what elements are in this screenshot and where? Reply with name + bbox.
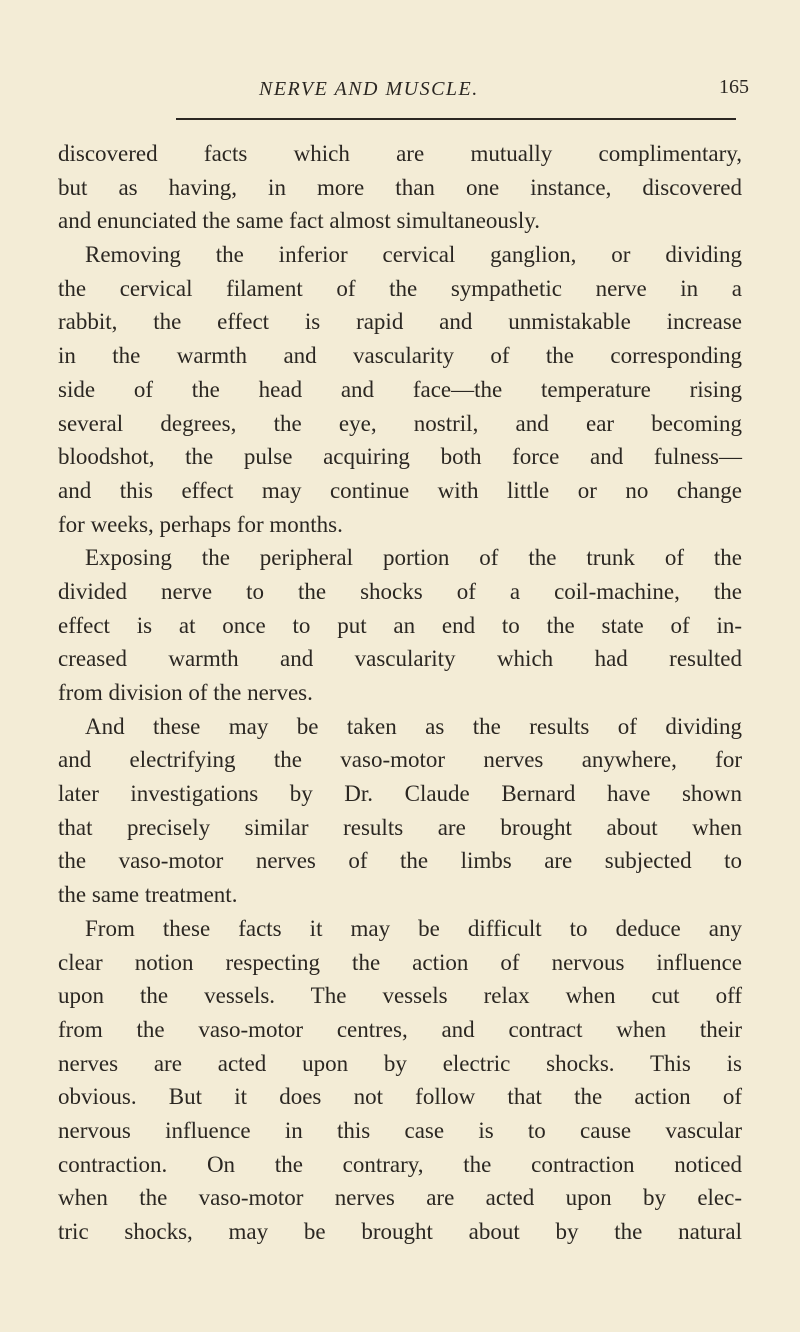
text-line: but as having, in more than one instance, discovered xyxy=(58,174,742,200)
text-line: From these facts it may be difficult to deduce any xyxy=(85,915,742,941)
text-line: the same treatment. xyxy=(58,882,238,908)
text-line: and this effect may continue with little or no change xyxy=(58,477,742,503)
text-line: upon the vessels. The vessels relax when cut off xyxy=(58,983,742,1009)
text-line: tric shocks, may be brought about by the natural xyxy=(58,1219,742,1244)
text-line: from the vaso-motor centres, and contract when their xyxy=(58,1016,742,1042)
text-line: the vaso-motor nerves of the limbs are subjected to xyxy=(58,848,742,874)
text-line: clear notion respecting the action of nervous influence xyxy=(58,949,742,975)
text-line: discovered facts which are mutually complimentary, xyxy=(58,141,742,166)
text-line: nervous influence in this case is to cause vascular xyxy=(58,1117,742,1143)
running-head-title: NERVE AND MUSCLE. xyxy=(259,78,479,100)
text-line: contraction. On the contrary, the contraction noticed xyxy=(58,1151,742,1177)
text-line: rabbit, the effect is rapid and unmistakable increase xyxy=(58,309,742,335)
text-line: from division of the nerves. xyxy=(58,680,313,705)
text-line: Removing the inferior cervical ganglion, or dividing xyxy=(85,242,742,268)
text-line: that precisely similar results are brought about when xyxy=(58,814,742,840)
text-line: in the warmth and vascularity of the corresponding xyxy=(58,343,742,369)
text-line: nerves are acted upon by electric shocks. This is xyxy=(58,1050,742,1076)
text-line: bloodshot, the pulse acquiring both force and fulness— xyxy=(58,444,742,470)
text-line: creased warmth and vascularity which had resulted xyxy=(58,646,742,672)
text-line: for weeks, perhaps for months. xyxy=(58,511,343,537)
text-line: effect is at once to put an end to the state of in- xyxy=(58,612,742,638)
text-line: Exposing the peripheral portion of the trunk of the xyxy=(85,545,742,571)
text-line: obvious. But it does not follow that the action of xyxy=(58,1084,742,1110)
page-number: 165 xyxy=(719,76,749,98)
text-line: and electrifying the vaso-motor nerves anywhere, for xyxy=(58,747,742,773)
text-line: side of the head and face—the temperature rising xyxy=(58,376,742,402)
body-text xyxy=(58,137,742,1249)
text-line: and enunciated the same fact almost simultaneously. xyxy=(58,208,541,234)
text-line: And these may be taken as the results of dividing xyxy=(85,713,742,739)
text-line: divided nerve to the shocks of a coil-machine, the xyxy=(58,578,742,604)
text-line: later investigations by Dr. Claude Bernard have shown xyxy=(58,781,742,807)
text-line: several degrees, the eye, nostril, and ear becoming xyxy=(58,410,742,436)
header-rule xyxy=(176,118,736,120)
text-line: when the vaso-motor nerves are acted upon by elec- xyxy=(58,1185,742,1211)
text-line: the cervical filament of the sympathetic nerve in a xyxy=(58,275,742,301)
